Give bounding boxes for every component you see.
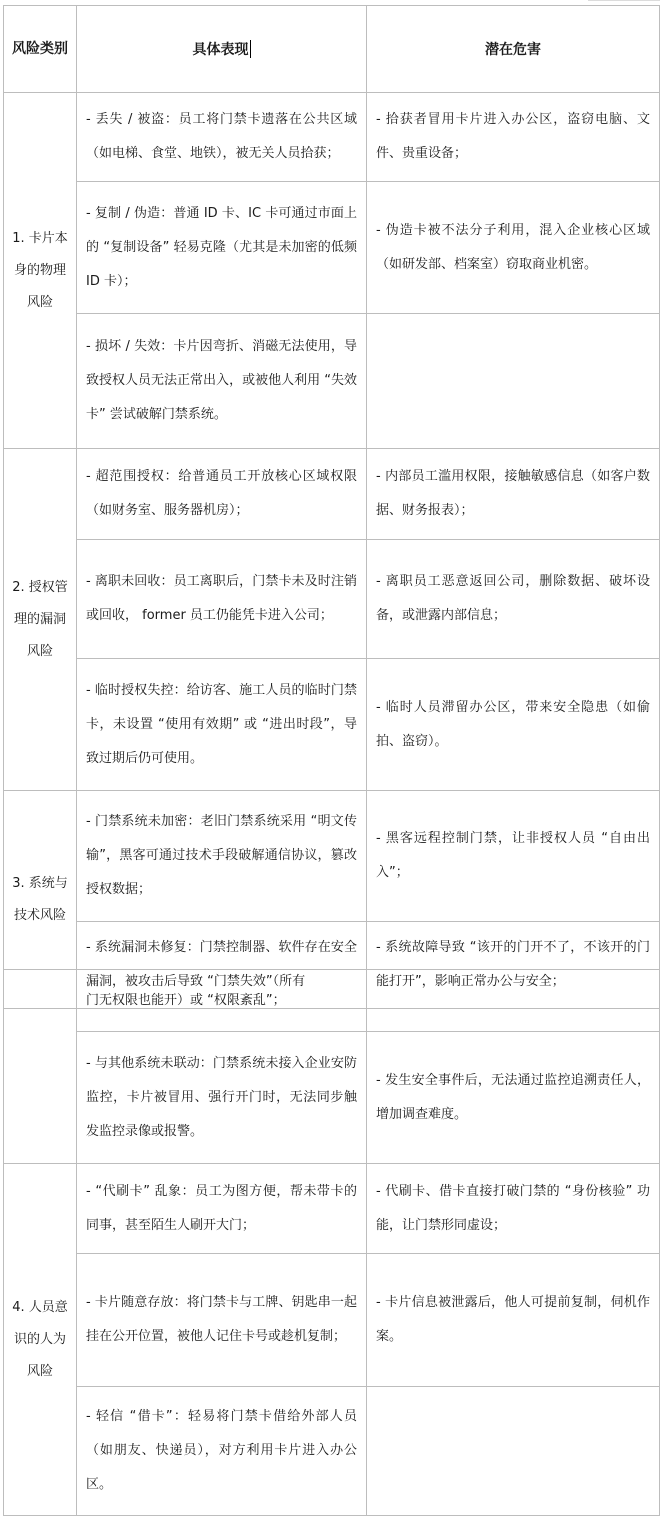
corner-line [588, 0, 660, 1]
harm-cell [367, 970, 660, 1032]
manifestation-cell: - 门禁系统未加密：老旧门禁系统采用 “明文传输”，黑客可通过技术手段破解通信协议，篡改授权数据； [77, 791, 367, 922]
manifestation-cell: - 与其他系统未联动：门禁系统未接入企业安防监控，卡片被冒用、强行开门时，无法同步触发监控录像或报警。 [77, 1032, 367, 1164]
manifestation-cell: - 超范围授权：给普通员工开放核心区域权限（如财务室、服务器机房）； [77, 449, 367, 540]
harm-cell: - 伪造卡被不法分子利用，混入企业核心区域（如研发部、档案室）窃取商业机密。 [367, 182, 660, 314]
table-row [4, 791, 660, 922]
harm-cell: - 代刷卡、借卡直接打破门禁的 “身份核验” 功能，让门禁形同虚设； [367, 1164, 660, 1254]
harm-cell [367, 1387, 660, 1516]
manifestation-cell: - 离职未回收：员工离职后，门禁卡未及时注销或回收， former 员工仍能凭卡进入公司； [77, 540, 367, 659]
risk-table-upper [3, 5, 660, 1009]
harm-cell: - 内部员工滥用权限，接触敏感信息（如客户数据、财务报表）； [367, 449, 660, 540]
text-cursor [250, 40, 251, 58]
category-cell: 1. 卡片本身的物理风险 [4, 93, 77, 449]
table-row [4, 1032, 660, 1164]
manifestation-cell: - 临时授权失控：给访客、施工人员的临时门禁卡，未设置 “使用有效期” 或 “进出时段”，导致过期后仍可使用。 [77, 659, 367, 791]
manifestation-cell: - 卡片随意存放：将门禁卡与工牌、钥匙串一起挂在公开位置，被他人记住卡号或趁机复制； [77, 1254, 367, 1387]
harm-cell: - 临时人员滞留办公区，带来安全隐患（如偷拍、盗窃）。 [367, 659, 660, 791]
table-row [4, 182, 660, 314]
harm-cell: - 离职员工恶意返回公司，删除数据、破坏设备，或泄露内部信息； [367, 540, 660, 659]
manifestation-cell: - “代刷卡” 乱象：员工为图方便，帮未带卡的同事，甚至陌生人刷开大门； [77, 1164, 367, 1254]
harm-cell: - 拾获者冒用卡片进入办公区，盗窃电脑、文件、贵重设备； [367, 93, 660, 182]
table-row [4, 449, 660, 540]
harm-cell: - 系统故障导致 “该开的门开不了，不该开的门能打开”，影响正常办公与安全； [367, 922, 660, 1009]
table-row [4, 659, 660, 791]
table-row [4, 540, 660, 659]
header-category: 风险类别 [4, 6, 77, 93]
table-row [4, 1387, 660, 1516]
manifestation-cell: 门无权限也能开）或 “权限紊乱”； [77, 970, 367, 1032]
harm-cell: - 黑客远程控制门禁，让非授权人员 “自由出入”； [367, 791, 660, 922]
table-row [4, 93, 660, 182]
manifestation-cell: - 轻信 “借卡”：轻易将门禁卡借给外部人员（如朋友、快递员），对方利用卡片进入办公区。 [77, 1387, 367, 1516]
category-cell: 4. 人员意识的人为风险 [4, 1164, 77, 1516]
table-header-row [4, 6, 660, 93]
category-cell: 3. 系统与技术风险 [4, 791, 77, 1009]
manifestation-cell: - 复制 / 伪造：普通 ID 卡、IC 卡可通过市面上的 “复制设备” 轻易克隆（尤其是未加密的低频 ID 卡）； [77, 182, 367, 314]
risk-table-lower [3, 969, 660, 1516]
manifestation-cell: - 系统漏洞未修复：门禁控制器、软件存在安全漏洞，被攻击后导致 “门禁失效”（所有 [77, 922, 367, 1009]
header-manifestation: 具体表现 [77, 6, 367, 93]
table-row [4, 970, 660, 1032]
category-cell [4, 970, 77, 1164]
manifestation-cell: - 丢失 / 被盗：员工将门禁卡遗落在公共区域（如电梯、食堂、地铁），被无关人员拾获； [77, 93, 367, 182]
harm-cell: - 发生安全事件后，无法通过监控追溯责任人，增加调查难度。 [367, 1032, 660, 1164]
table-row [4, 1164, 660, 1254]
table-row [4, 1254, 660, 1387]
manifestation-cell: - 损坏 / 失效：卡片因弯折、消磁无法使用，导致授权人员无法正常出入，或被他人利用 “失效卡” 尝试破解门禁系统。 [77, 314, 367, 449]
harm-cell [367, 314, 660, 449]
table-row [4, 314, 660, 449]
header-harm: 潜在危害 [367, 6, 660, 93]
harm-cell: - 卡片信息被泄露后，他人可提前复制，伺机作案。 [367, 1254, 660, 1387]
category-cell: 2. 授权管理的漏洞风险 [4, 449, 77, 791]
